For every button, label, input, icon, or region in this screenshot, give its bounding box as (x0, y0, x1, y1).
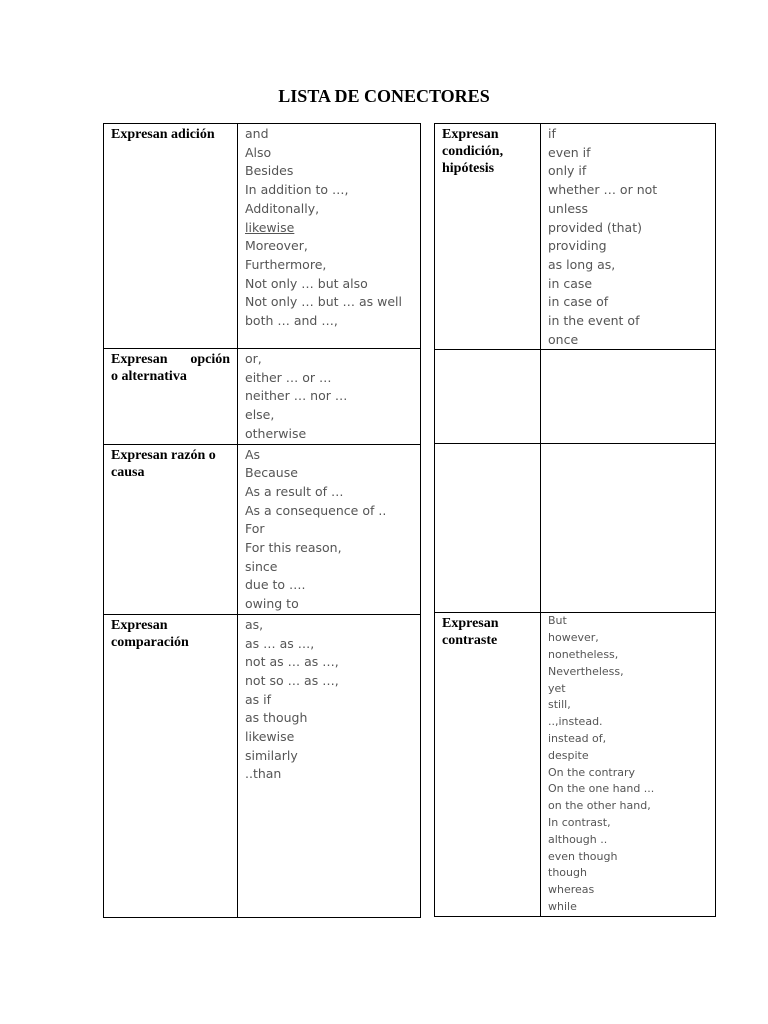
list-item: Not only … but … as well (245, 294, 402, 310)
list-item: yet (548, 681, 566, 695)
list-item: In contrast, (548, 816, 611, 829)
table-row (104, 444, 421, 614)
list-item: For (245, 521, 265, 537)
list-item: neither … nor … (245, 388, 348, 404)
category-label: Expresan razón o causa (111, 447, 216, 480)
list-item: in case (548, 275, 593, 291)
list-item: Besides (245, 163, 294, 179)
list-item: and (245, 126, 269, 141)
category-label: Expresan adición (111, 127, 215, 142)
list-item: not so … as …, (245, 672, 339, 688)
list-item: Nevertheless, (548, 664, 624, 678)
table-row (435, 124, 716, 350)
list-item: still, (548, 698, 571, 712)
category-label: Expresan contraste (442, 616, 499, 649)
list-item: either … or … (245, 369, 332, 385)
items-cell (541, 124, 716, 350)
list-item: even if (548, 144, 591, 160)
list-item: likewise (245, 219, 295, 235)
items-cell (541, 613, 716, 916)
list-item: since (245, 558, 278, 574)
list-item: though (548, 866, 587, 880)
list-item: On the contrary (548, 765, 636, 779)
list-item: whether … or not (548, 182, 658, 198)
list-item: On the one hand ... (548, 782, 655, 796)
list-item: Moreover, (245, 238, 308, 254)
connector-list (238, 445, 420, 614)
items-cell (238, 349, 421, 445)
items-cell (238, 124, 421, 349)
list-item: Furthermore, (245, 256, 327, 272)
list-item: only if (548, 163, 587, 179)
list-item: For this reason, (245, 540, 342, 556)
list-item: once (548, 331, 579, 347)
table-row (104, 124, 421, 349)
list-item: despite (548, 748, 589, 762)
list-item: Not only … but also (245, 275, 368, 291)
list-item: nonetheless, (548, 648, 619, 662)
list-item: on the other hand, (548, 799, 651, 813)
list-item: as though (245, 710, 308, 726)
table-row (104, 614, 421, 917)
list-item: while (548, 899, 577, 913)
category-cell (104, 124, 238, 349)
list-item: Because (245, 465, 298, 481)
list-item: as … as …, (245, 635, 315, 651)
list-item: instead of, (548, 732, 607, 746)
list-item: As (245, 446, 261, 462)
items-cell (238, 614, 421, 917)
list-item: as long as, (548, 256, 616, 272)
table-row (435, 444, 716, 613)
list-item: in case of (548, 294, 609, 310)
category-cell (435, 613, 541, 916)
category-label: Expresan comparación (111, 617, 189, 650)
list-item: providing (548, 238, 607, 254)
list-item: ..,instead. (548, 715, 603, 729)
list-item: As a consequence of .. (245, 502, 387, 518)
list-item: Additonally, (245, 200, 320, 216)
list-item: not as … as …, (245, 654, 339, 670)
category-cell (435, 124, 541, 350)
connector-list (238, 124, 420, 331)
category-label: Expresan condición, hipótesis (442, 127, 504, 176)
list-item: if (548, 126, 556, 141)
category-cell (104, 349, 238, 445)
list-item: whereas (548, 883, 595, 897)
table-row (435, 350, 716, 444)
empty-cell (435, 350, 541, 444)
list-item: provided (that) (548, 219, 642, 235)
connector-list (541, 613, 715, 915)
list-item: both … and …, (245, 313, 338, 329)
connector-list (541, 124, 715, 349)
category-label: Expresan opción o alternativa (111, 352, 230, 384)
list-item: But (548, 614, 567, 628)
empty-cell (541, 444, 716, 613)
category-cell (104, 444, 238, 614)
list-item: even though (548, 849, 618, 863)
empty-cell (435, 444, 541, 613)
list-item: due to …. (245, 577, 306, 593)
connector-list (238, 349, 420, 444)
left-connectors-table (103, 123, 421, 918)
right-connectors-table (434, 123, 716, 917)
list-item: or, (245, 351, 262, 366)
list-item: likewise (245, 729, 295, 745)
list-item: however, (548, 631, 599, 645)
list-item: as, (245, 616, 264, 632)
list-item: Also (245, 144, 272, 160)
category-cell (104, 614, 238, 917)
list-item: owing to (245, 596, 299, 612)
page-title: LISTA DE CONECTORES (278, 86, 490, 106)
list-item: In addition to …, (245, 182, 349, 198)
list-item: else, (245, 407, 275, 423)
empty-cell (541, 350, 716, 444)
list-item: As a result of … (245, 483, 344, 499)
list-item: otherwise (245, 425, 307, 441)
table-row (104, 349, 421, 445)
table-row (435, 613, 716, 916)
list-item: although .. (548, 832, 608, 846)
list-item: unless (548, 200, 589, 216)
items-cell (238, 444, 421, 614)
list-item: in the event of (548, 313, 640, 329)
list-item: similarly (245, 747, 298, 763)
list-item: ..than (245, 766, 282, 782)
connector-list (238, 615, 420, 784)
list-item: as if (245, 691, 272, 707)
